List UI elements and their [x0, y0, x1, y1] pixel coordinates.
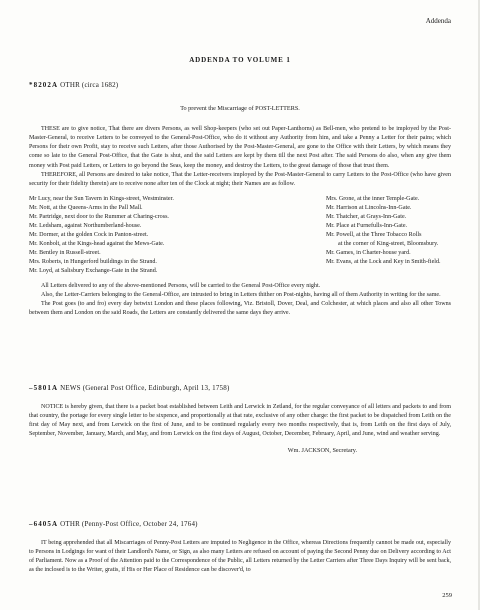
entry-id: *8202A — [29, 81, 59, 89]
receivers-left-column — [29, 195, 269, 276]
paragraph: IT being apprehended that all Miscarriages of Penny-Post Letters are imputed to Negligence in the Office, whereas Directions frequently cannot be made out, especially to Persons in Lodgings for want of their Landlord's Name, or Sign, as also many Letters are refused on account of paying the Second Penny due on Delivery according to Act of Parliament. Now as a Proof of the Attention paid to the Correspondence of the Public, all Letters returned by the Letter Carriers after Three Days Inquiry will be sent back, as the inclosed is to the Writer, gratis, if His or Her Place of Residence can be discover'd, to — [29, 540, 451, 574]
list-item: Mr. Harrison at Lincolns-Inn-Gate. — [326, 204, 412, 211]
entry-heading — [29, 520, 451, 529]
entry-8202a — [29, 81, 451, 318]
paragraph: NOTICE is hereby given, that there is a packet boat established between Leith and Lerwick in Zetland, for the regular conveyance of all letters and packets to and from that country, the portage for every single letter to be sixpence, and proportionally at that rate, exclusive of any other charge: the first packet to be dispatched from Leith on the first day of May next, and from Lerwick on the first of June, and to be continued regularly every two months respectively, that is, from Leith on the first days of July, September, November, January, March, and May, and from Lerwick on the first days of August, October, December, February, April, and June, wind and weather serving. — [29, 404, 451, 438]
list-item: Mr. Powell, at the Three Tobacco Rolls — [326, 231, 422, 238]
list-item: Mr. Evans, at the Lock and Key in Smith-field. — [326, 258, 441, 265]
paragraph: Also, the Letter-Carriers belonging to the General-Office, are intrusted to bring in Letters thither on Post-nights, having all of them Authority in writing for the same. — [41, 291, 441, 298]
entry-6405a — [29, 520, 451, 575]
receivers-right-column — [326, 195, 451, 276]
receivers-list — [29, 195, 451, 276]
list-item: Mr. Place at Furnefulls-Inn-Gate. — [326, 222, 408, 229]
entry-meta: (Penny-Post Office, October 24, 1764) — [81, 520, 198, 528]
list-item: Mr. Thatcher, at Grays-Inn-Gate. — [326, 213, 407, 220]
entry-heading — [29, 384, 451, 393]
entry-type: OTHR — [60, 520, 80, 528]
list-item: at the corner of King-street, Bloomsbury. — [338, 240, 439, 247]
paragraph: THESE are to give notice, That there are divers Persons, as well Shop-keepers (who set out Paper-Lanthorns) as Bell-men, who pretend to be imployed by the Post-Master-General, to receive Letters to be conveyed to the General-Post-Office, who do it without any Authority from him, and take a Penny a Letter for their pains; which Persons for their own Profit, stay to receive such Letters, after those Authorised by the Post-Master-General, are gone to the Office with their Letters, by which means they come so late to the General Post-Office, that the Gate is shut, and the said Letters are kept by them till the next Post after. The said Persons do also, when any give them money with Post paid Letters, or Letters to go beyond the Seas, keep the money, and destroy the Letters, to the great damage of those that trust them. — [29, 126, 451, 169]
entry-id: –6405A — [29, 520, 59, 528]
entry-type: NEWS — [60, 384, 81, 392]
list-item: Mr Lucy, near the Sun Tavern in Kings-street, Westminster. — [29, 195, 174, 202]
list-item: Mr. Ledsham, against Northumberland-house. — [29, 222, 142, 229]
paragraph: The Post goes (to and fro) every day betwixt London and these places following, Viz. Bristoll, Dover, Deal, and Colchester, at which places and also all other Towns between them and London on the said Roads, the Letters are constantly delivered the same days they arrive. — [29, 301, 451, 317]
entry-heading — [29, 81, 451, 90]
list-item: Mr. Dormer, at the golden Cock in Panton-street. — [29, 231, 149, 238]
list-item: Mr. Loyd, at Salisbury Exchange-Gate in the Strand. — [29, 267, 158, 274]
list-item: Mr. Konbolt, at the Kings-head against the Mews-Gate. — [29, 240, 165, 247]
paragraph: THEREFORE, all Persons are desired to take notice, That the Letter-receivers imployed by the Post-Master-General to carry Letters to the Post-Office (who have given security for their fidelity therein) are to receive none after ten of the Clock at night; their Names are as follow. — [29, 171, 451, 187]
entry-meta: (circa 1682) — [81, 81, 119, 89]
addenda-title: ADDENDA TO VOLUME 1 — [189, 56, 291, 64]
running-head: Addenda — [425, 17, 451, 25]
list-item: Mrs. Grone, at the inner Temple-Gate. — [326, 195, 420, 202]
list-item: Mr. Partridge, next door to the Rummer at Charing-cross. — [29, 213, 169, 220]
document-title: To prevent the Miscarriage of POST-LETTERS. — [180, 105, 300, 113]
list-item: Mrs. Roberts, in Hungerford buildings in the Strand. — [29, 258, 157, 265]
paragraph: All Letters delivered to any of the above-mentioned Persons, will be carried to the General Post-Office every night. — [41, 282, 321, 289]
signature: Wm. JACKSON, Secretary. — [287, 447, 357, 455]
list-item: Mr. Bentley in Russell-street. — [29, 249, 101, 256]
entry-type: OTHR — [60, 81, 80, 89]
page-number: 259 — [442, 592, 452, 599]
list-item: Mr. Nott, at the Queens-Arms in the Pall Mall. — [29, 204, 143, 211]
list-item: Mr. Games, in Charter-house yard. — [326, 249, 411, 256]
entry-5801a — [29, 384, 451, 456]
entry-meta: (General Post Office, Edinburgh, April 13, 1758) — [82, 384, 230, 392]
entry-id: –5801A — [29, 384, 59, 392]
